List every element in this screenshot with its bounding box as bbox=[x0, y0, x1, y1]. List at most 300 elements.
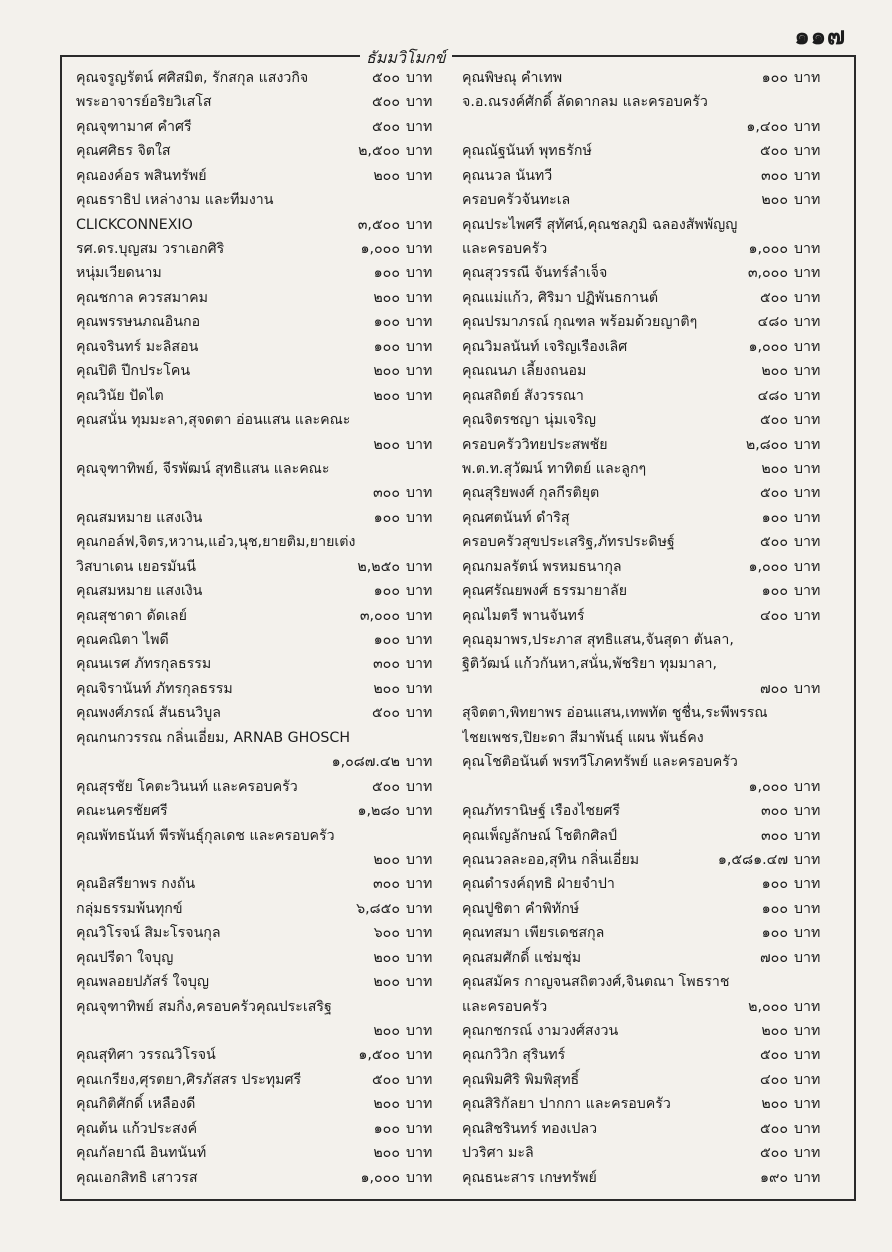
donor-name: จ.อ.ณรงค์ศักดิ์ ลัดดากลม และครอบครัว bbox=[462, 94, 708, 111]
currency-unit: บาท bbox=[794, 265, 821, 282]
donor-row bbox=[76, 66, 448, 90]
donor-row bbox=[462, 1092, 836, 1116]
donor-row bbox=[76, 164, 448, 188]
donor-name: ไชยเพชร,ปิยะดา สีมาพันธุ์ แผน พันธ์คง bbox=[462, 729, 704, 746]
currency-unit: บาท bbox=[794, 485, 821, 502]
donor-name: คุณดำรงค์ฤทธิ ฝ่ายจำปา bbox=[462, 876, 615, 893]
donor-row bbox=[462, 555, 836, 579]
donor-name: ปวริศา มะลิ bbox=[462, 1145, 534, 1162]
donation-amount: ๑๐๐ bbox=[761, 876, 788, 893]
donor-name: คุณประไพศรี สุทัศน์,คุณชลภูมิ ฉลองสัพพัญญู bbox=[462, 216, 738, 233]
donor-name: คุณจิรานันท์ ภัทรกุลธรรม bbox=[76, 680, 233, 697]
currency-unit: บาท bbox=[406, 509, 433, 526]
donor-row bbox=[462, 457, 836, 481]
donor-name: คุณปิติ ปีกประโคน bbox=[76, 363, 191, 380]
currency-unit: บาท bbox=[794, 827, 821, 844]
donation-amount: ๕๐๐ bbox=[371, 1071, 400, 1088]
donation-amount: ๑๐๐ bbox=[373, 509, 400, 526]
currency-unit: บาท bbox=[794, 69, 821, 86]
donation-amount: ๕๐๐ bbox=[759, 143, 788, 160]
currency-unit: บาท bbox=[794, 1145, 821, 1162]
donation-amount: ๑,๒๘๐ bbox=[357, 803, 400, 820]
currency-unit: บาท bbox=[794, 412, 821, 429]
currency-unit: บาท bbox=[406, 754, 433, 771]
donor-row bbox=[462, 188, 836, 212]
donation-amount: ๓,๐๐๐ bbox=[359, 607, 400, 624]
donor-row bbox=[76, 286, 448, 310]
donor-row bbox=[462, 164, 836, 188]
donor-row bbox=[462, 66, 836, 90]
donation-amount: ๑,๐๐๐ bbox=[748, 338, 788, 355]
donor-name: คุณปูชิตา คำพิทักษ์ bbox=[462, 900, 580, 917]
donation-amount: ๑,๕๘๑.๔๗ bbox=[717, 851, 788, 868]
donor-name: คุณองค์อร พสินทรัพย์ bbox=[76, 167, 207, 184]
currency-unit: บาท bbox=[794, 1047, 821, 1064]
donor-name: สุจิตตา,พิทยาพร อ่อนแสน,เทพทัต ชูชื่น,ระพีพรรณ bbox=[462, 705, 768, 722]
donor-name: คุณสถิตย์ สังวรรณา bbox=[462, 387, 584, 404]
donor-name: คุณณนภ เลี้ยงถนอม bbox=[462, 363, 587, 380]
currency-unit: บาท bbox=[406, 558, 433, 575]
currency-unit: บาท bbox=[406, 94, 433, 111]
donation-amount: ๑,๔๐๐ bbox=[746, 118, 788, 135]
currency-unit: บาท bbox=[406, 387, 433, 404]
donor-name: คุณวิมลนันท์ เจริญเรืองเลิศ bbox=[462, 338, 628, 355]
donor-name: พระอาจารย์อริยวิเสโส bbox=[76, 94, 212, 111]
donation-amount: ๑๐๐ bbox=[761, 583, 788, 600]
donor-name: คุณพัทธนันท์ พีรพันธุ์กุลเดช และครอบครัว bbox=[76, 827, 335, 844]
donor-row bbox=[462, 1044, 836, 1068]
donor-row bbox=[462, 848, 836, 872]
currency-unit: บาท bbox=[794, 460, 821, 477]
donor-name: กลุ่มธรรมพ้นทุกข์ bbox=[76, 900, 183, 917]
donor-name: คุณศรัณยพงศ์ ธรรมายาลัย bbox=[462, 583, 628, 600]
donation-amount: ๒๐๐ bbox=[761, 1096, 788, 1113]
donation-amount: ๒๐๐ bbox=[373, 363, 400, 380]
currency-unit: บาท bbox=[794, 949, 821, 966]
donor-name: คุณพิมศิริ พิมพิสุทธิ์ bbox=[462, 1071, 580, 1088]
donor-row bbox=[76, 310, 448, 334]
donor-row bbox=[76, 1068, 448, 1092]
donation-amount: ๓๐๐ bbox=[760, 803, 788, 820]
donor-name: คุณสมัคร กาญจนสถิตวงศ์,จินตณา โพธราช bbox=[462, 974, 730, 991]
right-donor-column bbox=[462, 66, 836, 1190]
donor-name: CLICKCONNEXIO bbox=[76, 216, 193, 233]
donation-amount: ๕๐๐ bbox=[371, 705, 400, 722]
donation-amount: ๒๐๐ bbox=[373, 680, 400, 697]
donor-name: คุณคณิตา ไพดี bbox=[76, 632, 169, 649]
currency-unit: บาท bbox=[406, 974, 433, 991]
donation-amount: ๕๐๐ bbox=[759, 1120, 788, 1137]
donor-name: คุณจุฑามาศ คำศรี bbox=[76, 118, 192, 135]
donor-row bbox=[462, 310, 836, 334]
donor-name: คุณเพ็ญลักษณ์ โชติกศิลป์ bbox=[462, 827, 618, 844]
donor-row bbox=[462, 653, 836, 677]
donor-row bbox=[76, 506, 448, 530]
donor-name: วิสบาเดน เยอรมันนี bbox=[76, 558, 196, 575]
donor-row bbox=[76, 872, 448, 896]
donor-row bbox=[76, 384, 448, 408]
currency-unit: บาท bbox=[406, 900, 433, 917]
donor-name: คุณวินัย ปัดไต bbox=[76, 387, 164, 404]
donor-row bbox=[462, 1068, 836, 1092]
donor-row bbox=[76, 1044, 448, 1068]
donor-row bbox=[462, 359, 836, 383]
donor-name: คุณสมศักดิ์ แช่มชุ่ม bbox=[462, 949, 582, 966]
donor-name: คุณกวิวิก สุรินทร์ bbox=[462, 1047, 566, 1064]
donation-amount: ๒๐๐ bbox=[373, 167, 400, 184]
donor-row bbox=[76, 1166, 448, 1190]
donation-amount: ๕๐๐ bbox=[759, 1047, 788, 1064]
donor-row bbox=[462, 897, 836, 921]
donation-amount: ๗๐๐ bbox=[760, 949, 788, 966]
donor-row bbox=[76, 897, 448, 921]
donor-row bbox=[76, 555, 448, 579]
donor-name: คุณทสมา เพียรเดชสกุล bbox=[462, 925, 605, 942]
donation-amount: ๒,๘๐๐ bbox=[745, 436, 788, 453]
donor-row bbox=[76, 946, 448, 970]
currency-unit: บาท bbox=[794, 1071, 821, 1088]
currency-unit: บาท bbox=[406, 289, 433, 306]
donation-amount: ๑,๐๐๐ bbox=[748, 241, 788, 258]
donation-amount: ๑๐๐ bbox=[761, 925, 788, 942]
donation-amount: ๒๐๐ bbox=[373, 387, 400, 404]
currency-unit: บาท bbox=[406, 485, 433, 502]
donor-name: คุณสิชรินทร์ ทองเปลว bbox=[462, 1120, 598, 1137]
donation-amount: ๒๐๐ bbox=[761, 460, 788, 477]
donor-row bbox=[76, 335, 448, 359]
donor-row bbox=[76, 775, 448, 799]
currency-unit: บาท bbox=[406, 851, 433, 868]
currency-unit: บาท bbox=[406, 656, 433, 673]
donor-name: คุณสุวรรณี จันทร์ลำเจ็จ bbox=[462, 265, 608, 282]
donor-name: คุณสุริยพงศ์ กุลกีรติยุต bbox=[462, 485, 600, 502]
donor-name: คุณนวล นันทวี bbox=[462, 167, 553, 184]
donor-row bbox=[462, 799, 836, 823]
donor-name: คุณจิตรชญา นุ่มเจริญ bbox=[462, 412, 596, 429]
currency-unit: บาท bbox=[406, 118, 433, 135]
donation-amount: ๔๘๐ bbox=[757, 314, 788, 331]
currency-unit: บาท bbox=[406, 216, 433, 233]
donor-row bbox=[76, 408, 448, 432]
donor-row bbox=[76, 262, 448, 286]
donor-name: คุณเกรียง,ศุรตยา,ศิรภัสสร ประทุมศรี bbox=[76, 1071, 302, 1088]
donor-row bbox=[462, 1141, 836, 1165]
currency-unit: บาท bbox=[794, 680, 821, 697]
currency-unit: บาท bbox=[794, 363, 821, 380]
currency-unit: บาท bbox=[406, 314, 433, 331]
donor-name: คุณไมตรี พานจันทร์ bbox=[462, 607, 585, 624]
currency-unit: บาท bbox=[794, 558, 821, 575]
donation-amount: ๑๐๐ bbox=[373, 1120, 400, 1137]
donor-row bbox=[76, 90, 448, 114]
donation-amount: ๑,๐๐๐ bbox=[748, 778, 788, 795]
currency-unit: บาท bbox=[406, 607, 433, 624]
currency-unit: บาท bbox=[794, 387, 821, 404]
donation-amount: ๒๐๐ bbox=[373, 974, 400, 991]
donor-row bbox=[76, 701, 448, 725]
currency-unit: บาท bbox=[406, 1071, 433, 1088]
donor-row bbox=[76, 1141, 448, 1165]
donation-amount: ๕๐๐ bbox=[759, 412, 788, 429]
currency-unit: บาท bbox=[794, 851, 821, 868]
donation-amount: ๔๐๐ bbox=[759, 607, 788, 624]
donor-name: คุณจรินทร์ มะลิสอน bbox=[76, 338, 199, 355]
donation-amount: ๓๐๐ bbox=[760, 167, 788, 184]
currency-unit: บาท bbox=[794, 241, 821, 258]
donor-row bbox=[462, 872, 836, 896]
donor-name: คุณแม่แก้ว, ศิริมา ปฏิพันธกานต์ bbox=[462, 289, 659, 306]
currency-unit: บาท bbox=[794, 998, 821, 1015]
donor-row bbox=[462, 1019, 836, 1043]
donor-name: คุณอุมาพร,ประภาส สุทธิแสน,จันสุดา ตันลา, bbox=[462, 632, 734, 649]
donor-name: คุณปรมาภรณ์ กุณฑล พร้อมด้วยญาติๆ bbox=[462, 314, 698, 331]
currency-unit: บาท bbox=[794, 778, 821, 795]
donor-row bbox=[462, 213, 836, 237]
donor-row bbox=[76, 115, 448, 139]
donor-row bbox=[76, 457, 448, 481]
currency-unit: บาท bbox=[794, 436, 821, 453]
donation-amount: ๓,๕๐๐ bbox=[357, 216, 400, 233]
currency-unit: บาท bbox=[406, 632, 433, 649]
currency-unit: บาท bbox=[794, 338, 821, 355]
donor-name: คุณสุชาดา ดัดเลย์ bbox=[76, 607, 187, 624]
currency-unit: บาท bbox=[406, 1120, 433, 1137]
currency-unit: บาท bbox=[406, 876, 433, 893]
currency-unit: บาท bbox=[794, 925, 821, 942]
donation-amount: ๑๐๐ bbox=[373, 265, 400, 282]
donor-row bbox=[462, 481, 836, 505]
donor-name: คุณกอล์ฟ,จิตร,หวาน,แอ๋ว,นุช,ยายติม,ยายเต่ง bbox=[76, 534, 356, 551]
donor-row bbox=[462, 579, 836, 603]
donor-row bbox=[462, 701, 836, 725]
donor-name: คุณพงศ์ภรณ์ สันธนวิบูล bbox=[76, 705, 221, 722]
donation-amount: ๒,๐๐๐ bbox=[748, 998, 788, 1015]
currency-unit: บาท bbox=[794, 900, 821, 917]
currency-unit: บาท bbox=[406, 949, 433, 966]
donor-name: คุณจุฑาทิพย์ สมกิ่ง,ครอบครัวคุณประเสริฐ bbox=[76, 998, 332, 1015]
currency-unit: บาท bbox=[794, 509, 821, 526]
donor-row bbox=[462, 262, 836, 286]
donation-amount: ๕๐๐ bbox=[371, 94, 400, 111]
donor-name: หนุ่มเวียดนาม bbox=[76, 265, 162, 282]
donor-name: คุณนเรศ ภัทรกุลธรรม bbox=[76, 656, 212, 673]
donation-amount: ๑,๕๐๐ bbox=[358, 1047, 400, 1064]
currency-unit: บาท bbox=[794, 534, 821, 551]
currency-unit: บาท bbox=[794, 167, 821, 184]
donor-row bbox=[462, 506, 836, 530]
donor-row bbox=[76, 1019, 448, 1043]
currency-unit: บาท bbox=[406, 705, 433, 722]
donor-name: คุณสุรชัย โคตะวินนท์ และครอบครัว bbox=[76, 778, 298, 795]
donor-row bbox=[76, 604, 448, 628]
donor-name: คุณกมลรัตน์ พรหมธนากุล bbox=[462, 558, 622, 575]
donor-row bbox=[76, 139, 448, 163]
donor-row bbox=[76, 1117, 448, 1141]
donation-amount: ๖๐๐ bbox=[373, 925, 400, 942]
donation-amount: ๗๐๐ bbox=[760, 680, 788, 697]
currency-unit: บาท bbox=[406, 363, 433, 380]
donor-name: คุณต้น แก้วประสงค์ bbox=[76, 1120, 198, 1137]
donor-name: คุณจุฑาทิพย์, จีรพัฒน์ สุทธิแสน และคณะ bbox=[76, 460, 330, 477]
donor-name: และครอบครัว bbox=[462, 241, 548, 258]
donation-amount: ๒๐๐ bbox=[761, 363, 788, 380]
donor-name: คุณสมหมาย แสงเงิน bbox=[76, 583, 203, 600]
donation-amount: ๒,๕๐๐ bbox=[358, 143, 400, 160]
page-number: ๑๑๗ bbox=[794, 22, 846, 50]
currency-unit: บาท bbox=[406, 1145, 433, 1162]
donor-row bbox=[462, 1166, 836, 1190]
donation-amount: ๒๐๐ bbox=[373, 1023, 400, 1040]
donation-amount: ๑,๐๐๐ bbox=[360, 1169, 400, 1186]
currency-unit: บาท bbox=[794, 876, 821, 893]
donation-amount: ๑,๐๘๗.๔๒ bbox=[331, 754, 400, 771]
donor-name: คุณกัลยาณี อินทนันท์ bbox=[76, 1145, 207, 1162]
donor-row bbox=[76, 359, 448, 383]
donor-row bbox=[76, 824, 448, 848]
donor-row bbox=[76, 726, 448, 750]
donor-row bbox=[462, 824, 836, 848]
donor-row bbox=[76, 188, 448, 212]
donor-row bbox=[462, 286, 836, 310]
currency-unit: บาท bbox=[794, 143, 821, 160]
currency-unit: บาท bbox=[406, 680, 433, 697]
donor-name: คุณพิษณุ คำเทพ bbox=[462, 69, 563, 86]
currency-unit: บาท bbox=[406, 803, 433, 820]
donor-row bbox=[76, 848, 448, 872]
donor-name: คุณธราธิป เหล่างาม และทีมงาน bbox=[76, 192, 274, 209]
donor-row bbox=[76, 579, 448, 603]
donor-row bbox=[462, 677, 836, 701]
currency-unit: บาท bbox=[794, 803, 821, 820]
donation-amount: ๒๐๐ bbox=[373, 436, 400, 453]
donation-amount: ๒,๒๕๐ bbox=[357, 558, 400, 575]
donor-row bbox=[76, 530, 448, 554]
donor-row bbox=[462, 726, 836, 750]
donation-amount: ๑,๐๐๐ bbox=[748, 558, 788, 575]
donation-amount: ๑๐๐ bbox=[373, 583, 400, 600]
section-title: ธัมมวิโมกข์ bbox=[360, 46, 452, 71]
donation-amount: ๕๐๐ bbox=[759, 485, 788, 502]
donor-row bbox=[462, 433, 836, 457]
donation-amount: ๔๘๐ bbox=[757, 387, 788, 404]
donation-amount: ๕๐๐ bbox=[371, 69, 400, 86]
donor-name: และครอบครัว bbox=[462, 998, 548, 1015]
donor-row bbox=[462, 970, 836, 994]
donor-name: คุณกนกวรรณ กลิ่นเอี่ยม, ARNAB GHOSCH bbox=[76, 729, 350, 746]
currency-unit: บาท bbox=[406, 1023, 433, 1040]
donor-row bbox=[462, 530, 836, 554]
donation-amount: ๑๐๐ bbox=[373, 338, 400, 355]
donor-name: คุณอิสรียาพร กงถัน bbox=[76, 876, 196, 893]
currency-unit: บาท bbox=[406, 436, 433, 453]
donor-row bbox=[462, 115, 836, 139]
donation-amount: ๓๐๐ bbox=[372, 656, 400, 673]
donor-row bbox=[462, 604, 836, 628]
currency-unit: บาท bbox=[406, 338, 433, 355]
donor-row bbox=[76, 677, 448, 701]
donation-amount: ๑๐๐ bbox=[761, 69, 788, 86]
donation-amount: ๖,๘๕๐ bbox=[356, 900, 400, 917]
donor-row bbox=[76, 921, 448, 945]
currency-unit: บาท bbox=[406, 143, 433, 160]
currency-unit: บาท bbox=[794, 118, 821, 135]
currency-unit: บาท bbox=[794, 1023, 821, 1040]
donor-name: คุณจรูญรัตน์ ศศิสมิต, รักสกุล แสงวกิจ bbox=[76, 69, 309, 86]
donor-row bbox=[462, 628, 836, 652]
donor-row bbox=[462, 750, 836, 774]
donor-name: ครอบครัวจันทะเล bbox=[462, 192, 571, 209]
donation-amount: ๓๐๐ bbox=[760, 827, 788, 844]
donor-name: คุณภัทรานิษฐ์ เรืองไชยศรี bbox=[462, 803, 620, 820]
donation-amount: ๒๐๐ bbox=[373, 289, 400, 306]
donation-amount: ๒๐๐ bbox=[373, 1096, 400, 1113]
currency-unit: บาท bbox=[794, 607, 821, 624]
donor-row bbox=[76, 433, 448, 457]
donation-amount: ๑๐๐ bbox=[373, 632, 400, 649]
donation-amount: ๑,๐๐๐ bbox=[360, 241, 400, 258]
currency-unit: บาท bbox=[406, 69, 433, 86]
donation-amount: ๒๐๐ bbox=[373, 851, 400, 868]
currency-unit: บาท bbox=[406, 583, 433, 600]
donor-row bbox=[76, 970, 448, 994]
donor-name: คุณชกาล ควรสมาคม bbox=[76, 289, 208, 306]
currency-unit: บาท bbox=[406, 1096, 433, 1113]
donor-row bbox=[76, 1092, 448, 1116]
donation-amount: ๑๐๐ bbox=[761, 900, 788, 917]
currency-unit: บาท bbox=[406, 925, 433, 942]
donation-amount: ๒๐๐ bbox=[761, 192, 788, 209]
donor-name: คุณพลอยปภัสร์ ใจบุญ bbox=[76, 974, 210, 991]
donor-row bbox=[462, 237, 836, 261]
donor-name: คุณวิโรจน์ สิมะโรจนกุล bbox=[76, 925, 221, 942]
donor-name: คุณนวลละออ,สุทิน กลิ่นเอี่ยม bbox=[462, 851, 640, 868]
donor-name: คุณโชติอนันต์ พรทวีโภคทรัพย์ และครอบครัว bbox=[462, 754, 738, 771]
donation-amount: ๕๐๐ bbox=[759, 1145, 788, 1162]
donation-amount: ๒๐๐ bbox=[373, 949, 400, 966]
donor-row bbox=[76, 799, 448, 823]
donor-row bbox=[462, 921, 836, 945]
donation-amount: ๔๐๐ bbox=[759, 1071, 788, 1088]
donor-row bbox=[76, 628, 448, 652]
currency-unit: บาท bbox=[794, 1169, 821, 1186]
donor-row bbox=[462, 335, 836, 359]
donor-row bbox=[76, 653, 448, 677]
donor-name: คุณศตนันท์ ดำริสุ bbox=[462, 509, 570, 526]
currency-unit: บาท bbox=[794, 1120, 821, 1137]
donor-row bbox=[462, 946, 836, 970]
currency-unit: บาท bbox=[794, 1096, 821, 1113]
donor-name: คุณณัฐนันท์ พุทธรักษ์ bbox=[462, 143, 592, 160]
donor-name: พ.ต.ท.สุวัฒน์ ทาทิตย์ และลูกๆ bbox=[462, 460, 647, 477]
donor-name: คุณธนะสาร เกษทรัพย์ bbox=[462, 1169, 597, 1186]
currency-unit: บาท bbox=[406, 265, 433, 282]
donor-name: คณะนครชัยศรี bbox=[76, 803, 168, 820]
donor-row bbox=[76, 750, 448, 774]
currency-unit: บาท bbox=[794, 314, 821, 331]
donor-row bbox=[462, 408, 836, 432]
donor-name: คุณศศิธร จิตใส bbox=[76, 143, 171, 160]
currency-unit: บาท bbox=[406, 241, 433, 258]
donor-name: ครอบครัวสุขประเสริฐ,ภัทรประดิษฐ์ bbox=[462, 534, 675, 551]
left-donor-column bbox=[76, 66, 448, 1190]
donor-row bbox=[76, 237, 448, 261]
donor-row bbox=[462, 995, 836, 1019]
donor-name: คุณกิติศักดิ์ เหลืองดี bbox=[76, 1096, 196, 1113]
donor-row bbox=[462, 775, 836, 799]
currency-unit: บาท bbox=[794, 192, 821, 209]
donation-amount: ๕๐๐ bbox=[371, 118, 400, 135]
currency-unit: บาท bbox=[406, 1169, 433, 1186]
